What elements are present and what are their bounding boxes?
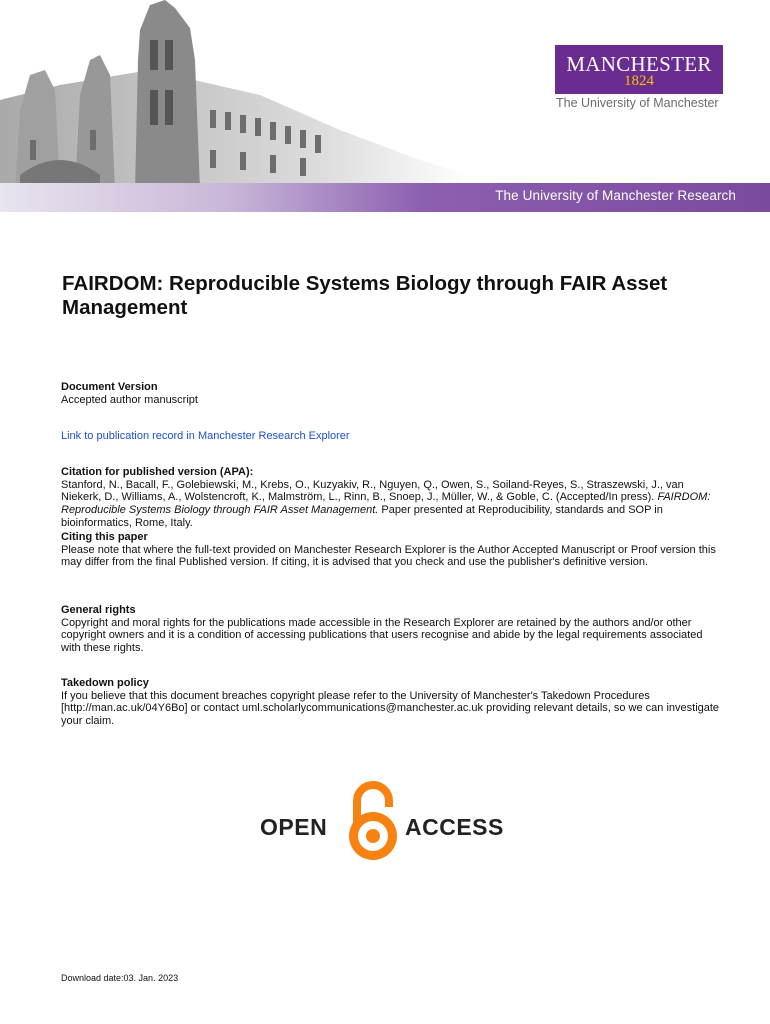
publication-record-link[interactable]: Link to publication record in Manchester Research Explorer [61, 430, 350, 442]
citation-title: FAIRDOM: Reproducible Systems Biology through FAIR Asset Management. [61, 491, 711, 517]
open-access-access-label: ACCESS [405, 814, 504, 840]
citing-section [61, 531, 721, 569]
rights-heading: General rights [61, 604, 136, 616]
banner-research-label: The University of Manchester Research [495, 188, 736, 203]
university-building-image [0, 0, 470, 212]
download-date: Download date:03. Jan. 2023 [61, 973, 179, 983]
record-link-section [61, 430, 721, 443]
open-access-lock-icon [343, 775, 403, 867]
page-title: FAIRDOM: Reproducible Systems Biology through FAIR Asset Management [62, 272, 668, 319]
takedown-heading: Takedown policy [61, 677, 149, 689]
open-access-open-label: OPEN [260, 814, 328, 840]
citation-section [61, 466, 721, 530]
citation-authors: Stanford, N., Bacall, F., Golebiewski, M., Krebs, O., Kuzyakiv, R., Nguyen, Q., Owen, S., Soiland-Reyes, S., Straszewski, J., van Niekerk, D., Williams, A., Wolstencroft, K., Malmström, L., Rinn, B., Snoep, J., Müller, W., & Goble, C. (Accepted/In press). [61, 478, 684, 504]
open-access-logo [258, 775, 514, 867]
citation-rest: Paper presented at Reproducibility, standards and SOP in bioinformatics, Rome, Italy. [61, 504, 663, 529]
document-version-value: Accepted author manuscript [61, 393, 198, 406]
document-version-section [61, 381, 721, 406]
citing-text: Please note that where the full-text provided on Manchester Research Explorer is the Author Accepted Manuscript or Proof version this may differ from the final Published version. If citing, it is advised that you check and use the publisher's definitive version. [61, 543, 716, 569]
document-version-heading: Document Version [61, 381, 158, 393]
takedown-text: If you believe that this document breaches copyright please refer to the University of Manchester's Takedown Procedures [http://man.ac.uk/04Y6Bo] or contact uml.scholarlycommunications@manchester.ac.uk providing relevant details, so we can investigate your claim. [61, 689, 720, 728]
rights-text: Copyright and moral rights for the publications made accessible in the Research Explorer are retained by the authors and/or other copyright owners and it is a condition of accessing publications that users recognise and abide by the legal requirements associated with these rights. [61, 616, 703, 655]
manchester-logo [555, 45, 723, 94]
citation-heading: Citation for published version (APA): [61, 466, 254, 478]
logo-subtitle: The University of Manchester [556, 96, 719, 110]
citing-heading: Citing this paper [61, 531, 148, 543]
logo-year: 1824 [624, 73, 654, 89]
banner-strip [0, 183, 770, 212]
rights-section [61, 604, 721, 655]
takedown-section [61, 677, 721, 728]
logo-name: MANCHESTER [566, 52, 712, 76]
header-banner [0, 0, 770, 212]
